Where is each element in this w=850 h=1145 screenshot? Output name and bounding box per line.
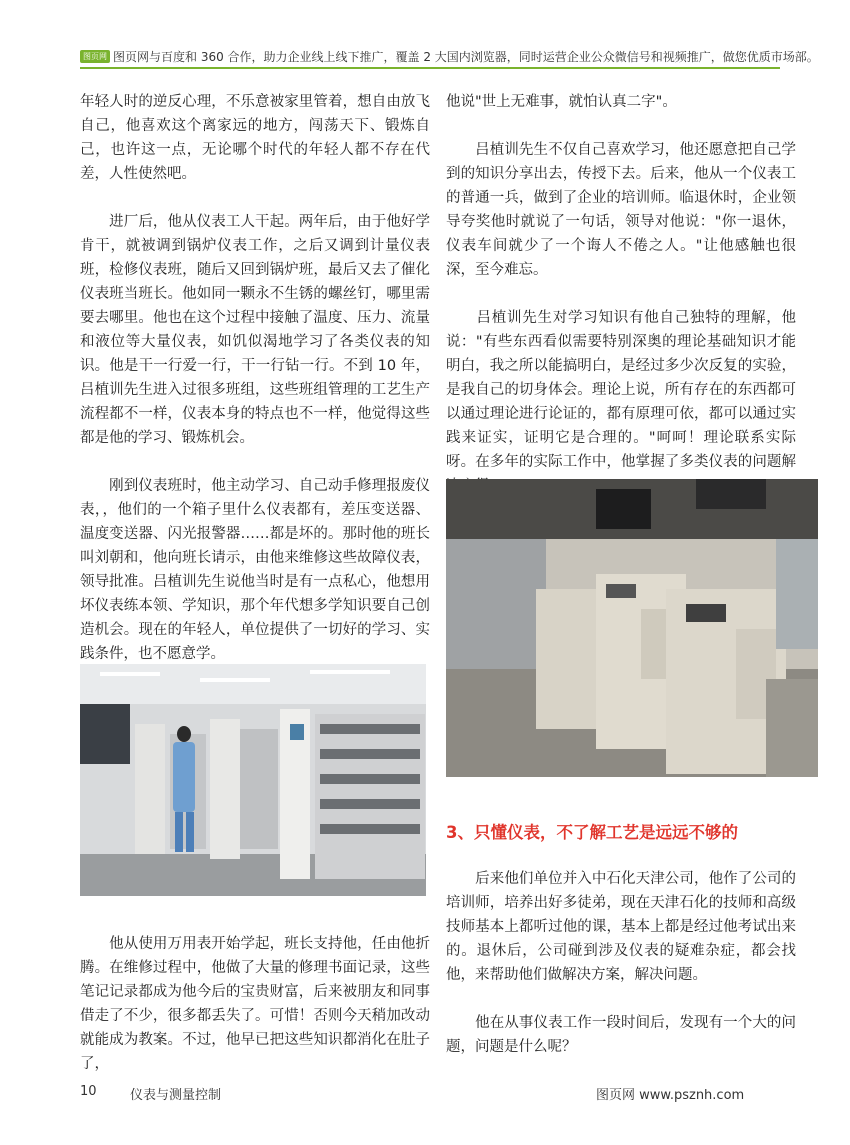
banner-text: 图页网与百度和 360 合作，助力企业线上线下推广，覆盖 2 大国内浏览器，同时运营企业公众微信号和视频推广，做您优质市场部。 [113, 49, 819, 64]
banner-divider [80, 67, 780, 69]
section-heading: 3、只懂仪表，不了解工艺是远远不够的 [446, 823, 738, 842]
right-column [446, 90, 796, 522]
site-footer: 图页网 www.psznh.com [596, 1088, 745, 1103]
paragraph: 吕植训先生对学习知识有他自己独特的理解，他说："有些东西看似需要特别深奥的理论基础知识才能明白，我之所以能搞明白，是经过多少次反复的实验，是我自己的切身体会。理论上说，所有存在的东西都可以通过理论进行论证的，都有原理可依，都可以通过实践来证实，证明它是合理的。"呵呵！理论联系实际呀。在多年的实际工作中，他掌握了多类仪表的问题解 [446, 310, 796, 470]
paragraph: 刚到仪表班时，他主动学习、自己动手修理报废仪表，，他们的一个箱子里什么仪表都有，差压变送器、温度变送器、闪光报警器……都是坏的。那时他的班长叫刘朝和，他向班长请示，由他来维修这些故障仪表，领导批准。吕植训先生说他当时是有一点私心，他想用坏仪表练本领、学知识，那个年代想多学知识要自己创造机会。现在的年轻人，单位提供了一切好的学习、实践条件，也不愿意学。 [80, 478, 430, 662]
magazine-title: 仪表与测量控制 [130, 1088, 222, 1103]
left-column [80, 90, 430, 690]
paragraph: 年轻人时的逆反心理，不乐意被家里管着，想自由放飞自己，他喜欢这个离家远的地方，闯荡天下、锻炼自己，也许这一点，无论哪个时代的年轻人都不存在代差，人性使然吧。 [80, 94, 430, 182]
top-banner [80, 46, 819, 66]
paragraph: 进厂后，他从仪表工人干起。两年后，由于他好学肯干，就被调到锅炉仪表工作，之后又调到计量仪表班，检修仪表班，随后又回到锅炉班，最后又去了催化仪表班当班长。他如同一颗永不生锈的螺丝钉，哪里需要去哪里。他也在这个过程中接触了温度、压力、流量和液位等大量仪表，如饥似渴地学习了各类仪表的知识。他是干一行爱一行，干一行钻一行。不到 10 年，吕植训先生进入过很多班组，这些班组管理的工艺生产流程都不一样，仪表本身的特点也不一样，他觉得这些都是他的学习、锻炼机会。 [80, 214, 430, 446]
photo-workshop-technician [80, 664, 426, 896]
paragraph: 他在从事仪表工作一段时间后，发现有一个大的问题，问题是什么呢？ [446, 1015, 796, 1055]
paragraph: 吕植训先生不仅自己喜欢学习，他还愿意把自己学到的知识分享出去，传授下去。后来，他从一个仪表工的普通一兵，做到了企业的培训师。临退休时，企业领导夸奖他时就说了一句话，领导对他说："你一退休，仪表车间就少了一个诲人不倦之人。"让他感触也很深，至今难忘。 [446, 142, 796, 278]
photo-test-chambers [446, 479, 818, 777]
site-logo: 图页网 [80, 50, 110, 63]
paragraph: 后来他们单位并入中石化天津公司，他作了公司的培训师，培养出好多徒弟，现在天津石化的技师和高级技师基本上都听过他的课，基本上都是经过他考试出来的。退休后，公司碰到涉及仪表的疑难杂症，都会找他，来帮助他们做解决方案，解决问题。 [446, 871, 796, 983]
paragraph: 他说"世上无难事，就怕认真二字"。 [446, 94, 677, 110]
page-number: 10 [80, 1084, 97, 1099]
paragraph: 他从使用万用表开始学起，班长支持他，任由他折腾。在维修过程中，他做了大量的修理书面记录，这些笔记记录都成为他今后的宝贵财富，后来被朋友和同事借走了不少，很多都丢失了。可惜！否则今天稍加改动就能成为教案。不过，他早已把这些知识都消化在肚子了， [80, 936, 430, 1072]
left-column-continued [80, 932, 430, 1100]
right-column-section [446, 867, 796, 1083]
